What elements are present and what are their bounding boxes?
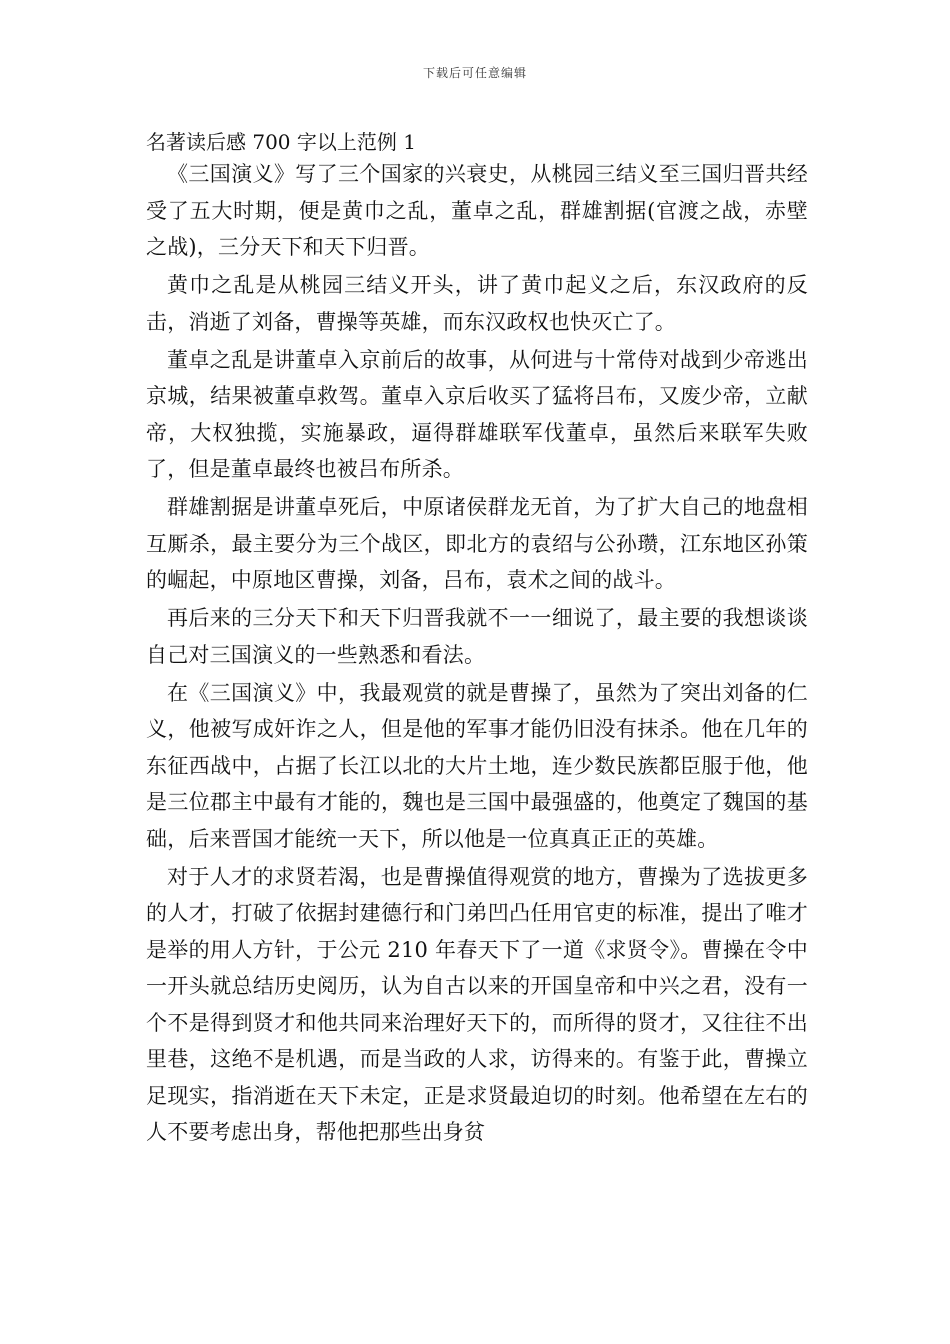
paragraph-4: 群雄割据是讲董卓死后，中原诸侯群龙无首，为了扩大自己的地盘相互厮杀，最主要分为三个战区，即北方的袁绍与公孙瓒，江东地区孙策的崛起，中原地区曹操，刘备，吕布，袁术之间的战斗。 xyxy=(146,495,808,592)
document-title: 名著读后感 700 字以上范例 1 xyxy=(146,130,416,154)
paragraph-3: 董卓之乱是讲董卓入京前后的故事，从何进与十常侍对战到少帝逃出京城，结果被董卓救驾。董卓入京后收买了猛将吕布，又废少帝，立献帝，大权独揽，实施暴政，逼得群雄联军伐董卓，虽然后来联军失败了，但是董卓最终也被吕布所杀。 xyxy=(146,347,808,481)
paragraph-5: 再后来的三分天下和天下归晋我就不一一细说了，最主要的我想谈谈自己对三国演义的一些熟悉和看法。 xyxy=(146,606,808,667)
paragraph-2: 黄巾之乱是从桃园三结义开头，讲了黄巾起义之后，东汉政府的反击，消逝了刘备，曹操等英雄，而东汉政权也快灭亡了。 xyxy=(146,273,808,334)
paragraph-1: 《三国演义》写了三个国家的兴衰史，从桃园三结义至三国归晋共经受了五大时期，便是黄巾之乱，董卓之乱，群雄割据(官渡之战，赤壁之战)，三分天下和天下归晋。 xyxy=(146,162,808,259)
document-body xyxy=(146,156,808,1152)
paragraph-6: 在《三国演义》中，我最观赏的就是曹操了，虽然为了突出刘备的仁义，他被写成奸诈之人，但是他的军事才能仍旧没有抹杀。他在几年的东征西战中，占据了长江以北的大片土地，连少数民族都臣服于他，他是三位郡主中最有才能的，魏也是三国中最强盛的，他奠定了魏国的基础，后来晋国才能统一天下，所以他是一位真真正正的英雄。 xyxy=(146,680,808,851)
header-note: 下载后可任意编辑 xyxy=(422,66,527,80)
paragraph-7: 对于人才的求贤若渴，也是曹操值得观赏的地方，曹操为了选拔更多的人才，打破了依据封建德行和门弟凹凸任用官吏的标准，提出了唯才是举的用人方针，于公元 210 年春天下了一道《求贤令》。曹操在令中一开头就总结历史阅历，认为自古以来的开国皇帝和中兴之君，没有一个不是得到贤才和他共同来治理好天下的，而所得的贤才，又往往不出里巷，这绝不是机遇，而是当政的人求，访得来的。有鉴于此，曹操立足现实，指消逝在天下未定，正是求贤最迫切的时刻。他希望在左右的人不要考虑出身，帮他把那些出身贫 xyxy=(146,864,808,1144)
